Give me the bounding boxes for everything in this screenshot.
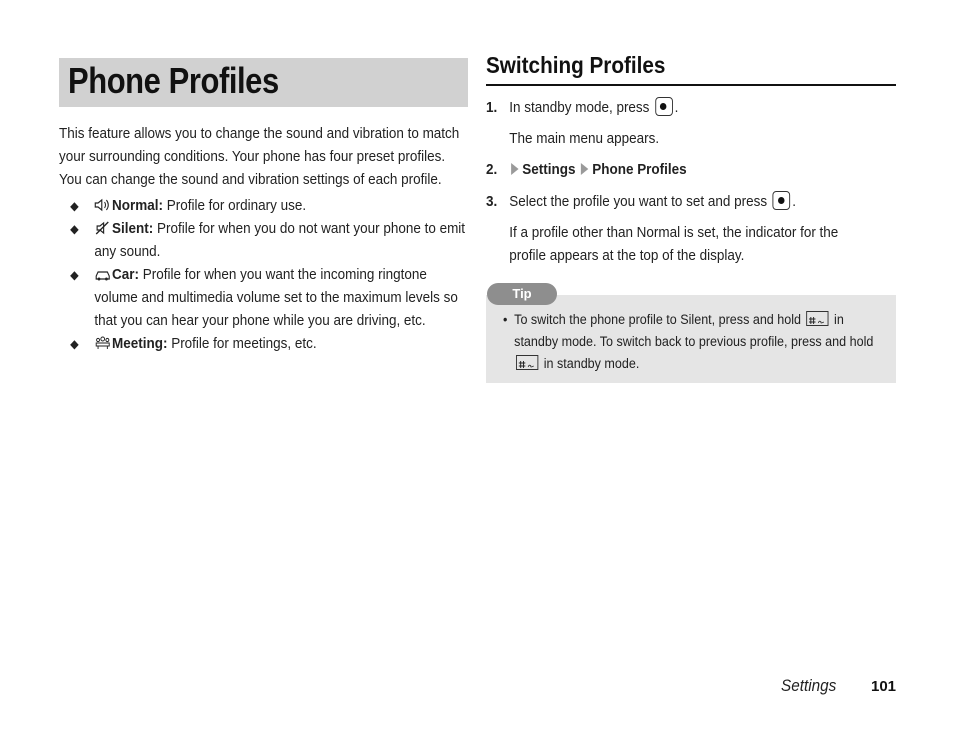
menu-item-phone-profiles: Phone Profiles (592, 162, 687, 178)
step-2 (486, 159, 877, 182)
tip-part-3: in standby mode. (543, 356, 640, 371)
step-3-text: Select the profile you want to set and press (509, 194, 768, 210)
diamond-bullet-icon: ◆ (70, 199, 79, 213)
car-icon (94, 266, 111, 280)
heading-rule (486, 84, 896, 86)
car-label: Car: (112, 267, 139, 283)
tip-badge: Tip (487, 283, 557, 305)
list-item-silent (59, 218, 468, 264)
profile-list (59, 195, 468, 356)
diamond-bullet-icon: ◆ (70, 337, 79, 351)
silent-text: Profile for when you do not want your phone to emit any sound. (94, 221, 466, 260)
page-number: 101 (871, 678, 897, 695)
hash-key-icon (806, 311, 828, 326)
silent-label: Silent: (112, 221, 154, 237)
menu-arrow-icon (581, 163, 588, 175)
normal-text: Profile for ordinary use. (162, 198, 307, 214)
step-1-note: The main menu appears. (509, 131, 660, 147)
step-number: 1. (486, 100, 498, 116)
center-key-icon (773, 191, 791, 210)
tip-part-1: To switch the phone profile to Silent, press and hold (514, 312, 802, 327)
step-number: 2. (486, 162, 498, 178)
tip-bullet: • (503, 312, 508, 327)
speaker-icon (94, 197, 111, 211)
mute-icon (94, 220, 111, 234)
step-3 (486, 191, 877, 268)
title-bar (59, 58, 468, 107)
list-item-normal (59, 195, 468, 218)
meeting-icon (94, 335, 111, 349)
hash-key-icon (516, 355, 538, 370)
step-3-note: If a profile other than Normal is set, the indicator for the profile appears at the top of the display. (509, 225, 839, 264)
normal-label: Normal: (112, 198, 163, 214)
tip-text (503, 309, 875, 375)
tip-part-2: in standby mode. To switch back to previous profile, press and hold (514, 312, 874, 349)
page-title: Phone Profiles (68, 60, 279, 101)
step-1-period: . (674, 100, 679, 116)
menu-arrow-icon (511, 163, 518, 175)
center-key-icon (655, 97, 673, 116)
step-3-period: . (792, 194, 797, 210)
diamond-bullet-icon: ◆ (70, 222, 79, 236)
meeting-label: Meeting: (112, 336, 168, 352)
step-number: 3. (486, 194, 498, 210)
car-text: Profile for when you want the incoming ringtone volume and multimedia volume set to the maximum levels so that you can hear your phone while you are driving, etc. (94, 267, 458, 329)
section-heading: Switching Profiles (486, 52, 666, 78)
footer-section: Settings (781, 676, 837, 695)
meeting-text: Profile for meetings, etc. (167, 336, 317, 352)
intro-paragraph: This feature allows you to change the sound and vibration to match your surrounding conditions. Your phone has four preset profiles. You can change the sound and vibration settings of each profile. (59, 126, 460, 188)
menu-item-settings: Settings (522, 162, 576, 178)
step-1-text: In standby mode, press (509, 100, 650, 116)
list-item-meeting (59, 333, 468, 356)
list-item-car (59, 264, 468, 333)
step-1 (486, 97, 877, 151)
diamond-bullet-icon: ◆ (70, 268, 79, 282)
